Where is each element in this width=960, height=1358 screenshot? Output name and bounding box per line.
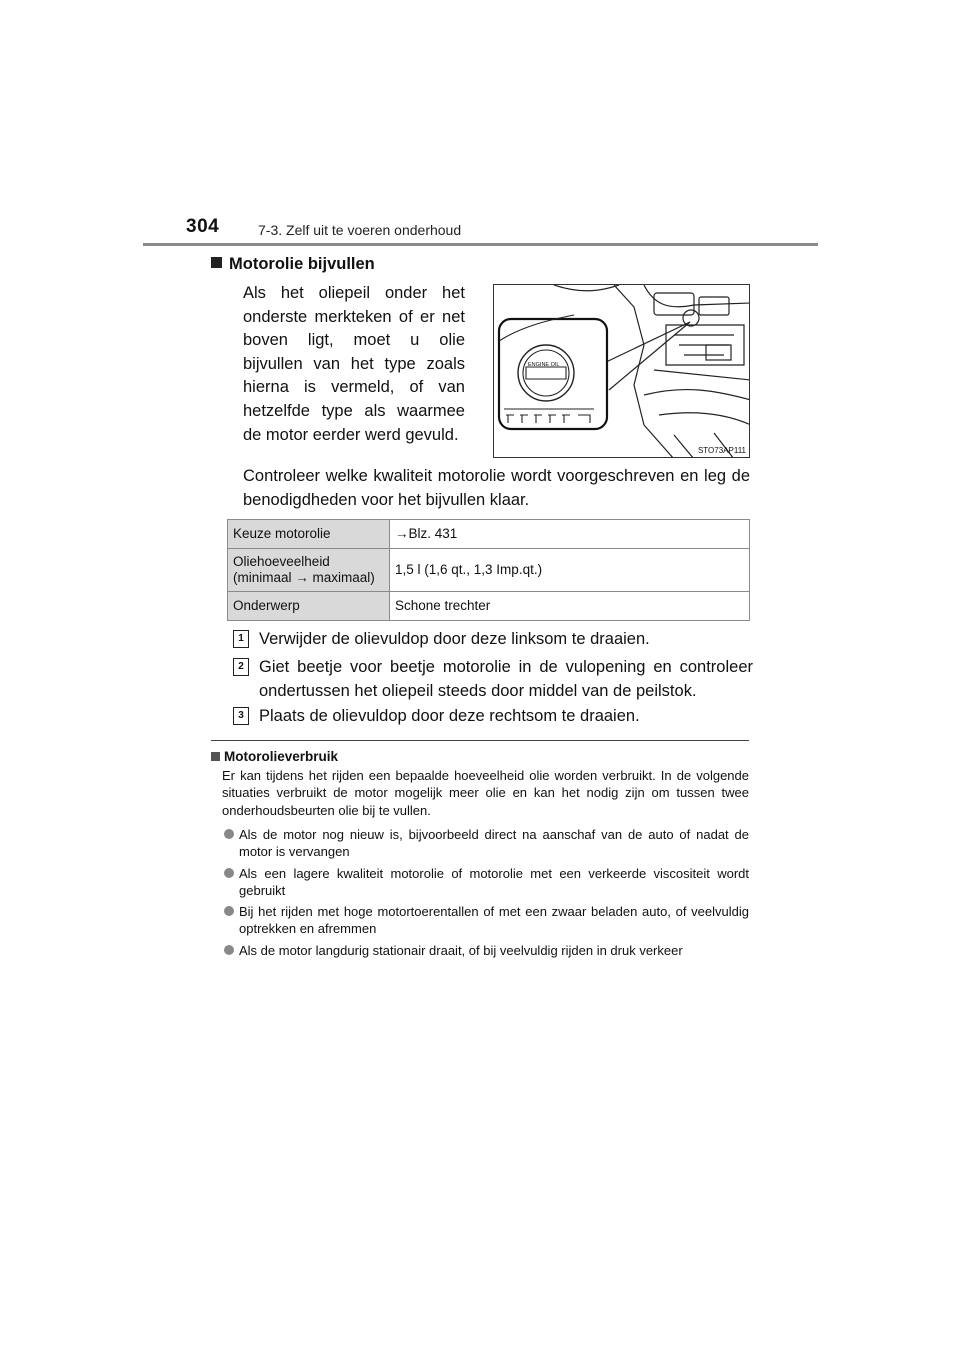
list-item bbox=[222, 942, 749, 959]
note-bullet-list bbox=[222, 826, 749, 963]
page-number: 304 bbox=[186, 216, 220, 237]
table-row bbox=[228, 592, 750, 621]
table-value: Schone trechter bbox=[390, 592, 750, 621]
note-divider bbox=[211, 740, 749, 741]
bullet-dot-icon bbox=[224, 945, 234, 955]
bullet-dot-icon bbox=[224, 829, 234, 839]
square-bullet-icon bbox=[211, 257, 222, 268]
figure-code: STO73AP111 bbox=[697, 446, 746, 455]
list-item bbox=[222, 826, 749, 861]
note-title-text: Motorolieverbruik bbox=[224, 749, 339, 764]
specs-table bbox=[227, 519, 750, 621]
square-bullet-icon bbox=[211, 752, 220, 761]
engine-bay-drawing bbox=[494, 285, 750, 458]
step-number-box: 1 bbox=[233, 630, 249, 648]
running-head: 7-3. Zelf uit te voeren onderhoud bbox=[258, 222, 462, 238]
list-item-text: Als de motor langdurig stationair draait, of bij veelvuldig rijden in druk verkeer bbox=[239, 942, 683, 958]
step-number-box: 2 bbox=[233, 658, 249, 676]
step-text: Verwijder de olievuldop door deze linksom te draaien. bbox=[259, 630, 650, 648]
step-number-box: 3 bbox=[233, 707, 249, 725]
list-item-text: Bij het rijden met hoge motortoerentallen of met een zwaar beladen auto, of veelvuldig optrekken en afremmen bbox=[239, 904, 749, 937]
note-title bbox=[211, 749, 338, 764]
note-body: Er kan tijdens het rijden een bepaalde hoeveelheid olie worden verbruikt. In de volgende situaties verbruikt de motor mogelijk meer olie en kan het nodig zijn om tussen twee onderhoudsbeurten olie bij te vullen. bbox=[222, 768, 749, 818]
section-title-text: Motorolie bijvullen bbox=[229, 255, 375, 273]
table-value: 1,5 l (1,6 qt., 1,3 Imp.qt.) bbox=[390, 549, 750, 592]
preparation-paragraph: Controleer welke kwaliteit motorolie wordt voorgeschreven en leg de benodigdheden voor het bijvullen klaar. bbox=[243, 467, 750, 509]
table-row bbox=[228, 520, 750, 549]
bullet-dot-icon bbox=[224, 868, 234, 878]
table-value: →Blz. 431 bbox=[390, 520, 750, 549]
list-item-text: Als een lagere kwaliteit motorolie of motorolie met een verkeerde viscositeit wordt gebruikt bbox=[239, 865, 749, 898]
step-text: Giet beetje voor beetje motorolie in de vulopening en controleer ondertussen het oliepeil steeds door middel van de peilstok. bbox=[259, 658, 753, 700]
list-item bbox=[222, 903, 749, 938]
table-key-line1: Oliehoeveelheid bbox=[233, 554, 330, 569]
cap-label: ENGINE OIL bbox=[528, 362, 560, 368]
table-key bbox=[228, 549, 390, 592]
table-key: Onderwerp bbox=[228, 592, 390, 621]
engine-bay-illustration bbox=[493, 284, 750, 458]
table-row bbox=[228, 549, 750, 592]
table-key-line2: (minimaal → maximaal) bbox=[233, 570, 375, 585]
step-text: Plaats de olievuldop door deze rechtsom te draaien. bbox=[259, 707, 640, 725]
list-item bbox=[222, 865, 749, 900]
list-item-text: Als de motor nog nieuw is, bijvoorbeeld direct na aanschaf van de auto of nadat de motor is vervangen bbox=[239, 827, 749, 860]
header-rule bbox=[143, 243, 818, 246]
table-key: Keuze motorolie bbox=[228, 520, 390, 549]
intro-paragraph: Als het oliepeil onder het onderste merkteken of er net boven ligt, moet u olie bijvullen van het type zoals hierna is vermeld, of van hetzelfde type als waarmee de motor eerder werd gevuld. bbox=[243, 284, 465, 444]
section-title bbox=[211, 255, 375, 274]
bullet-dot-icon bbox=[224, 906, 234, 916]
